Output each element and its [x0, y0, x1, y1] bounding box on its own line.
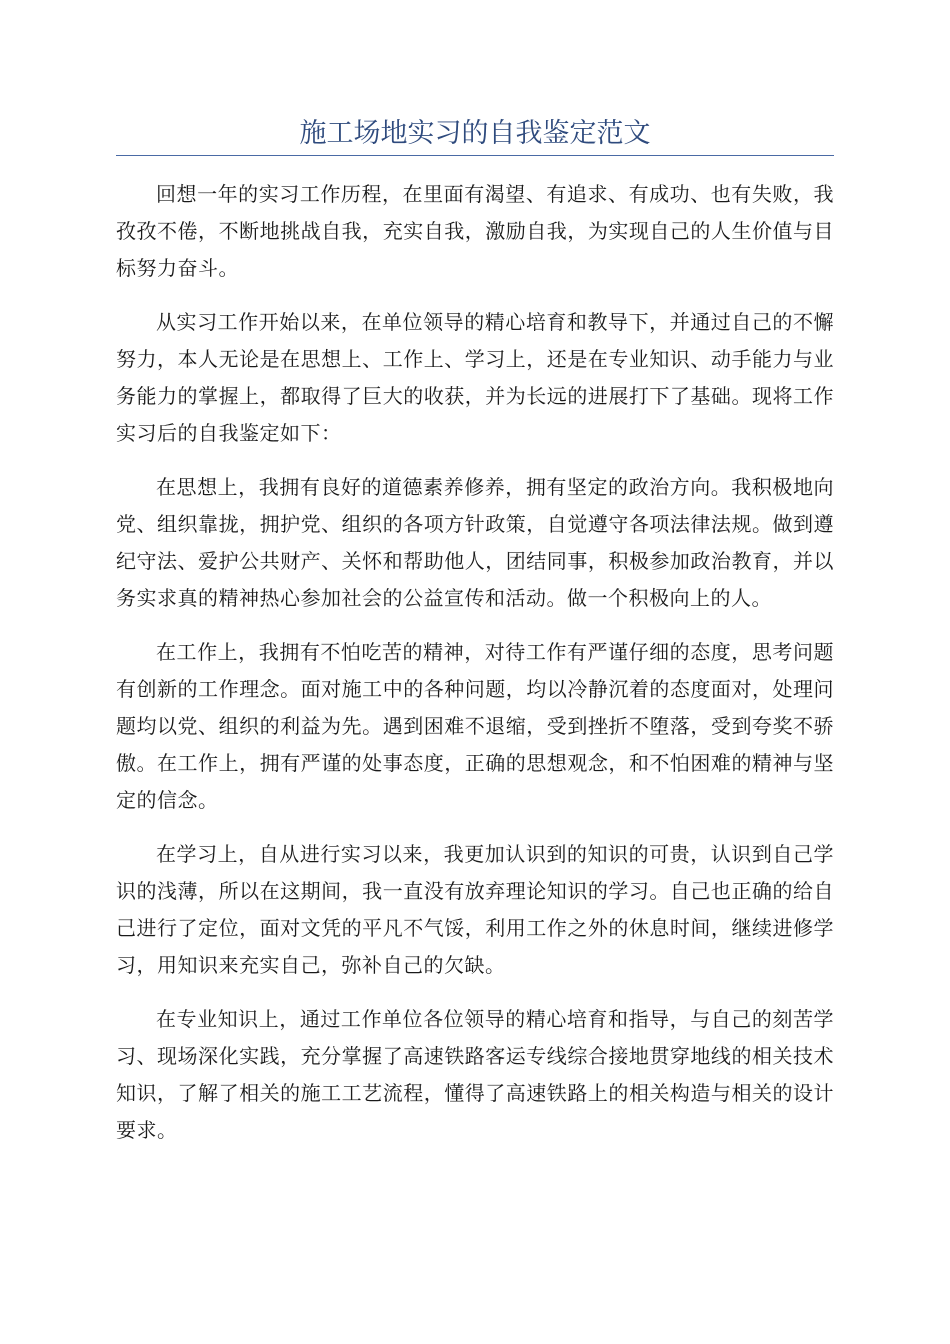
document-title: 施工场地实习的自我鉴定范文 — [299, 118, 651, 149]
paragraph-6: 在专业知识上，通过工作单位各位领导的精心培育和指导，与自己的刻苦学习、现场深化实践，充分掌握了高速铁路客运专线综合接地贯穿地线的相关技术知识，了解了相关的施工工艺流程，懂得了高速铁路上的相关构造与相关的设计要求。 — [116, 1007, 834, 1142]
paragraph-3: 在思想上，我拥有良好的道德素养修养，拥有坚定的政治方向。我积极地向党、组织靠拢，拥护党、组织的各项方针政策，自觉遵守各项法律法规。做到遵纪守法、爱护公共财产、关怀和帮助他人，团结同事，积极参加政治教育，并以务实求真的精神热心参加社会的公益宣传和活动。做一个积极向上的人。 — [116, 475, 834, 610]
title-underline — [116, 155, 834, 156]
paragraph-5: 在学习上，自从进行实习以来，我更加认识到的知识的可贵，认识到自己学识的浅薄，所以在这期间，我一直没有放弃理论知识的学习。自己也正确的给自己进行了定位，面对文凭的平凡不气馁，利用工作之外的休息时间，继续进修学习，用知识来充实自己，弥补自己的欠缺。 — [116, 842, 834, 977]
paragraph-2: 从实习工作开始以来，在单位领导的精心培育和教导下，并通过自己的不懈努力，本人无论是在思想上、工作上、学习上，还是在专业知识、动手能力与业务能力的掌握上，都取得了巨大的收获，并为长远的进展打下了基础。现将工作实习后的自我鉴定如下： — [116, 310, 834, 445]
document-body — [116, 176, 834, 1166]
paragraph-4: 在工作上，我拥有不怕吃苦的精神，对待工作有严谨仔细的态度，思考问题有创新的工作理念。面对施工中的各种问题，均以冷静沉着的态度面对，处理问题均以党、组织的利益为先。遇到困难不退缩，受到挫折不堕落，受到夸奖不骄傲。在工作上，拥有严谨的处事态度，正确的思想观念，和不怕困难的精神与坚定的信念。 — [116, 640, 834, 812]
paragraph-1: 回想一年的实习工作历程，在里面有渴望、有追求、有成功、也有失败，我孜孜不倦，不断地挑战自我，充实自我，激励自我，为实现自己的人生价值与目标努力奋斗。 — [116, 182, 834, 280]
